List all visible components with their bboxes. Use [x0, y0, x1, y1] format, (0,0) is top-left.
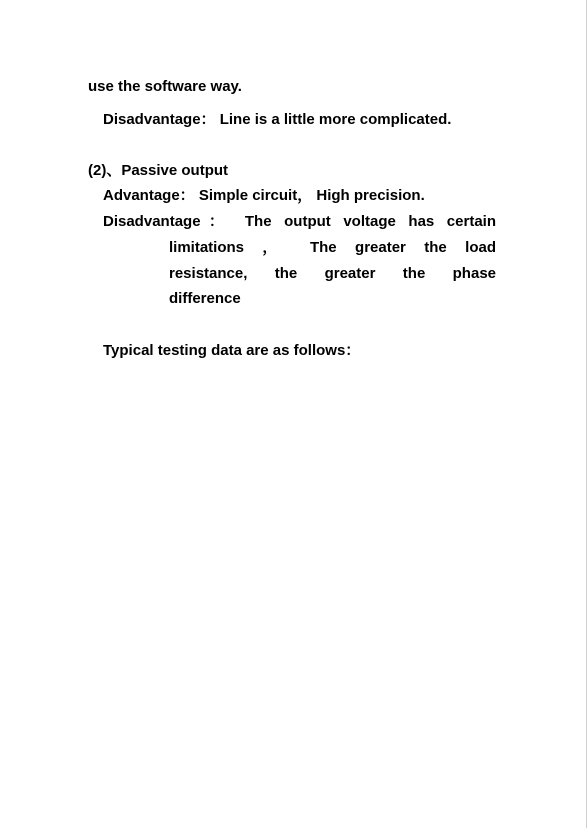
text-line-disadvantage-2 — [103, 213, 496, 231]
text-line-typical-testing-data: Typical testing data are as follows： — [103, 342, 361, 359]
text-line-limitations-text: limitations ， The greater the load — [169, 239, 496, 256]
text-line-resistance — [169, 265, 496, 283]
text-line-software-way: use the software way. — [88, 78, 242, 95]
text-line-disadvantage-1: Disadvantage： Line is a little more complicated. — [103, 111, 452, 128]
text-line-disadvantage-2-text: Disadvantage： The output voltage has certain — [103, 213, 496, 230]
text-line-limitations — [169, 239, 496, 257]
text-line-advantage: Advantage： Simple circuit， High precision. — [103, 187, 425, 204]
section-heading-passive-output: (2)、Passive output — [88, 162, 229, 179]
text-line-resistance-text: resistance, the greater the phase — [169, 265, 496, 282]
text-line-difference: difference — [169, 290, 241, 307]
